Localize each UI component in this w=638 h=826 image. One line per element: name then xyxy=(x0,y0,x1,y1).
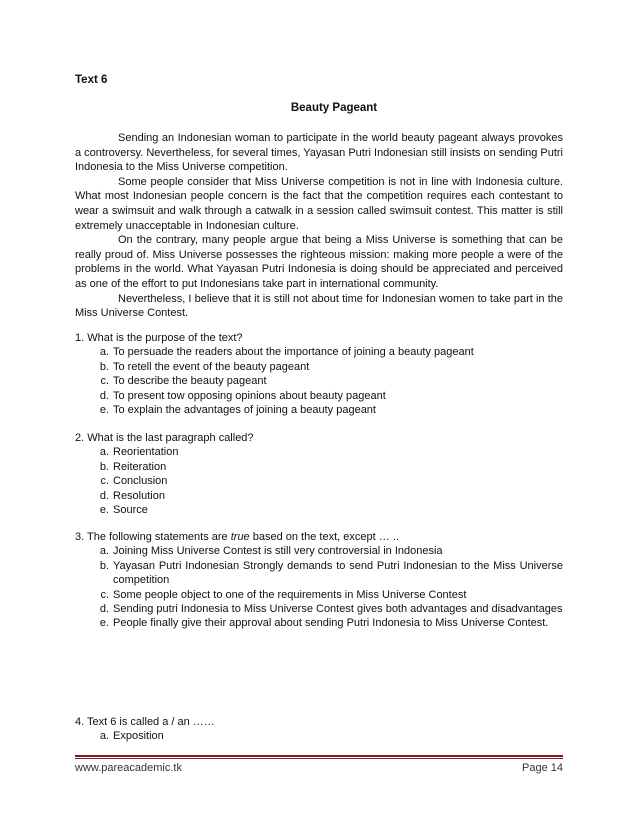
footer-page-number: Page 14 xyxy=(522,762,563,774)
footer-website: www.pareacademic.tk xyxy=(75,762,182,774)
option-text: Reiteration xyxy=(113,460,167,473)
option-text: Yayasan Putri Indonesian Strongly demands to send Putri Indonesian to the Miss Universe competition xyxy=(113,559,563,587)
option xyxy=(75,474,563,488)
option-text: Some people object to one of the requirements in Miss Universe Contest xyxy=(113,588,467,601)
option xyxy=(75,616,563,630)
option-letter: d. xyxy=(99,603,109,616)
option-list xyxy=(75,544,563,630)
question-text xyxy=(75,530,563,544)
option-letter: b. xyxy=(99,559,109,572)
option xyxy=(75,489,563,503)
option-letter: a. xyxy=(99,545,109,558)
paragraph: Nevertheless, I believe that it is still not about time for Indonesian women to take part in the Miss Universe Contest. xyxy=(75,292,563,320)
option-letter: a. xyxy=(99,346,109,359)
option xyxy=(75,729,563,743)
footer-rule xyxy=(75,755,563,757)
option xyxy=(75,602,563,616)
footer-rule-thin xyxy=(75,758,563,759)
option-text: To explain the advantages of joining a beauty pageant xyxy=(113,404,376,417)
option-text: Exposition xyxy=(113,730,164,743)
question-text: 4. Text 6 is called a / an …… xyxy=(75,716,215,728)
option-letter: c. xyxy=(100,475,109,488)
option-letter: d. xyxy=(99,489,109,502)
option-letter: b. xyxy=(99,360,109,373)
question-text-start: 3. The following statements are xyxy=(75,531,231,543)
option-text: People finally give their approval about sending Putri Indonesia to Miss Universe Contest. xyxy=(113,617,549,630)
option-letter: c. xyxy=(100,588,109,601)
option xyxy=(75,460,563,474)
option-text: Sending putri Indonesia to Miss Universe Contest gives both advantages and disadvantages xyxy=(113,603,563,616)
option-list xyxy=(75,345,563,417)
option xyxy=(75,559,563,588)
document-title: Beauty Pageant xyxy=(290,102,378,114)
option-text: Resolution xyxy=(113,489,165,502)
option-letter: a. xyxy=(99,446,109,459)
paragraph: Sending an Indonesian woman to participate in the world beauty pageant always provokes a controversy. Nevertheless, for several times, Yayasan Putri Indonesian still insists on sending Putri Indonesia to the Miss Universe competition. xyxy=(75,132,563,174)
option xyxy=(75,360,563,374)
option-letter: d. xyxy=(99,389,109,402)
option-text: Conclusion xyxy=(113,475,168,488)
option xyxy=(75,503,563,517)
option-text: Source xyxy=(113,504,148,517)
option-letter: e. xyxy=(99,504,109,517)
question-3 xyxy=(75,530,563,631)
option xyxy=(75,544,563,558)
text-label: Text 6 xyxy=(75,74,108,86)
question-2 xyxy=(75,431,563,517)
option-list xyxy=(75,445,563,517)
question-emphasis: true xyxy=(230,531,250,543)
option-text: To persuade the readers about the importance of joining a beauty pageant xyxy=(113,346,474,359)
option xyxy=(75,588,563,602)
option xyxy=(75,445,563,459)
question-1 xyxy=(75,331,563,417)
passage xyxy=(75,131,563,321)
option-text: Joining Miss Universe Contest is still very controversial in Indonesia xyxy=(113,545,443,558)
option-letter: e. xyxy=(99,617,109,630)
option xyxy=(75,389,563,403)
question-text: 1. What is the purpose of the text? xyxy=(75,332,243,344)
option xyxy=(75,403,563,417)
option-letter: b. xyxy=(99,460,109,473)
option-letter: e. xyxy=(99,404,109,417)
option xyxy=(75,374,563,388)
option-text: Reorientation xyxy=(113,446,179,459)
option-letter: a. xyxy=(99,730,109,743)
option-letter: c. xyxy=(100,375,109,388)
paragraph: Some people consider that Miss Universe competition is not in line with Indonesia culture. What most Indonesian people concern is the fact that the competition requires each contestant to wear a swimsuit and walk through a catwalk in a session called swimsuit contest. This matter is still extremely unacceptable in Indonesian culture. xyxy=(75,175,563,232)
question-4 xyxy=(75,715,563,744)
option-text: To retell the event of the beauty pageant xyxy=(113,360,310,373)
question-text: 2. What is the last paragraph called? xyxy=(75,432,254,444)
paragraph: On the contrary, many people argue that being a Miss Universe is something that can be really proud of. Miss Universe possesses the righteous mission: making more people a were of the problems in the world. What Yayasan Putri Indonesia is doing should be appreciated and perceived as one of the effort to put Indonesians take part in international community. xyxy=(75,234,563,290)
option-text: To present tow opposing opinions about beauty pageant xyxy=(113,389,386,402)
option xyxy=(75,345,563,359)
question-text-end: based on the text, except … .. xyxy=(249,531,399,543)
option-text: To describe the beauty pageant xyxy=(113,375,267,388)
option-list xyxy=(75,729,563,743)
